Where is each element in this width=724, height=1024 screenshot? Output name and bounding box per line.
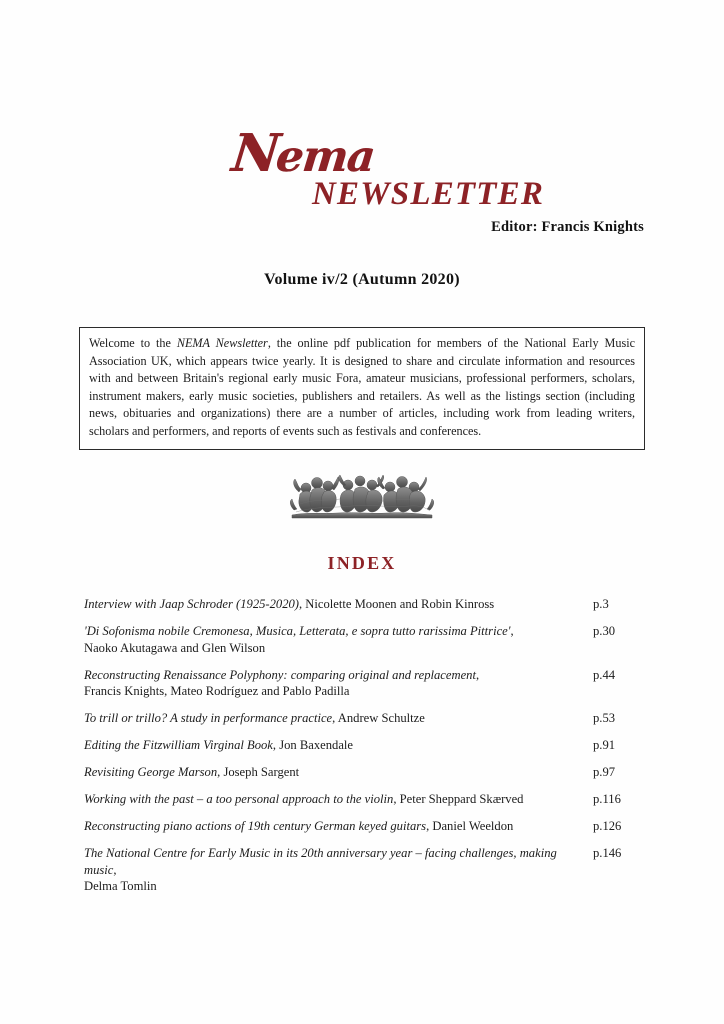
index-entry-title: Reconstructing piano actions of 19th century German keyed guitars <box>84 819 427 833</box>
index-entry[interactable] <box>84 596 640 613</box>
index-entry-title-tail: , <box>510 624 514 638</box>
index-entry[interactable] <box>84 818 640 835</box>
index-entry-page: p.91 <box>593 738 616 752</box>
index-entry[interactable] <box>84 623 640 656</box>
index-entry-authors: Delma Tomlin <box>84 879 157 893</box>
index-entry-title: The National Centre for Early Music in its 20th anniversary year – facing challenges, making music <box>84 846 557 877</box>
index-entry-title-tail: , <box>475 667 480 682</box>
index-entry-title: Reconstructing Renaissance Polyphony: comparing original and replacement <box>84 667 476 682</box>
index-heading: INDEX <box>327 553 397 573</box>
index-entry-authors: , Andrew Schultze <box>332 711 425 725</box>
nema-logo <box>228 123 377 184</box>
index-entry[interactable] <box>84 737 640 754</box>
index-entry-authors: , Daniel Weeldon <box>426 819 514 833</box>
newsletter-wordmark: NEWSLETTER <box>312 176 545 212</box>
welcome-body: , the online pdf publication for members of the National Early Music Association UK, which appears twice yearly. It is designed to share and circulate information and resources with and between Britain's regional early music Fora, amateur musicians, professional performers, scholars, instrument makers, early music societies, publishers and retailers. As well as the listings section (including news, obituaries and organizations) there are a number of articles, including work from leading writers, scholars and performers, and reports of events such as festivals and conferences. <box>89 336 635 438</box>
index-entry-page: p.126 <box>593 819 622 833</box>
index-entry-text <box>84 623 584 656</box>
index-entry-text <box>84 737 584 754</box>
nema-logo-text <box>228 123 377 184</box>
index-entry-page: p.97 <box>593 765 616 779</box>
ornament-vignette <box>0 468 724 520</box>
index-entry-text <box>84 764 584 781</box>
welcome-lead: Welcome to the <box>89 336 177 350</box>
index-entry-authors: , Peter Sheppard Skærved <box>393 792 524 806</box>
index-entry-text <box>84 845 584 895</box>
publication-name: NEMA Newsletter <box>176 336 268 350</box>
index-entry-title: 'Di Sofonisma nobile Cremonesa, Musica, Letterata, e sopra tutto rarissima Pittrice' <box>84 624 511 638</box>
index-list <box>84 596 640 905</box>
index-entry-page: p.44 <box>593 667 616 682</box>
index-entry-text <box>84 791 584 808</box>
nema-logo-remainder: ema <box>273 132 377 182</box>
index-entry[interactable] <box>84 791 640 808</box>
index-entry-text <box>84 710 584 727</box>
index-entry[interactable] <box>84 845 640 895</box>
index-entry-title: Working with the past – a too personal approach to the violin <box>84 792 394 806</box>
welcome-paragraph <box>89 335 635 441</box>
nema-logo-initial: N <box>228 123 280 184</box>
index-entry-page: p.30 <box>593 624 616 638</box>
welcome-box <box>79 327 645 450</box>
index-entry[interactable] <box>84 667 640 700</box>
index-entry[interactable] <box>84 710 640 727</box>
editor-credit: Editor: Francis Knights <box>491 219 644 235</box>
index-entry-page: p.146 <box>593 846 622 860</box>
index-entry-page: p.3 <box>593 597 609 611</box>
index-entry-text <box>84 596 584 613</box>
index-entry-title: Revisiting George Marson <box>84 765 218 779</box>
engraved-putti-vignette-icon <box>286 468 438 520</box>
index-entry-title: Editing the Fitzwilliam Virginal Book <box>84 738 273 752</box>
index-entry-text <box>84 818 584 835</box>
index-entry-text <box>84 667 584 700</box>
index-entry-authors: Francis Knights, Mateo Rodríguez and Pablo Padilla <box>84 684 350 698</box>
index-entry-authors: , Nicolette Moonen and Robin Kinross <box>299 597 495 611</box>
index-entry[interactable] <box>84 764 640 781</box>
index-entry-page: p.116 <box>593 792 621 806</box>
index-entry-title: Interview with Jaap Schroder (1925-2020) <box>84 597 299 611</box>
index-entry-authors: , Joseph Sargent <box>217 765 300 779</box>
index-entry-title-tail: , <box>113 862 117 877</box>
index-entry-authors: Naoko Akutagawa and Glen Wilson <box>84 640 266 655</box>
index-entry-authors: , Jon Baxendale <box>272 738 353 752</box>
index-entry-title: To trill or trillo? A study in performance practice <box>84 711 333 725</box>
index-entry-page: p.53 <box>593 711 616 725</box>
volume-issue-line: Volume iv/2 (Autumn 2020) <box>264 271 460 288</box>
